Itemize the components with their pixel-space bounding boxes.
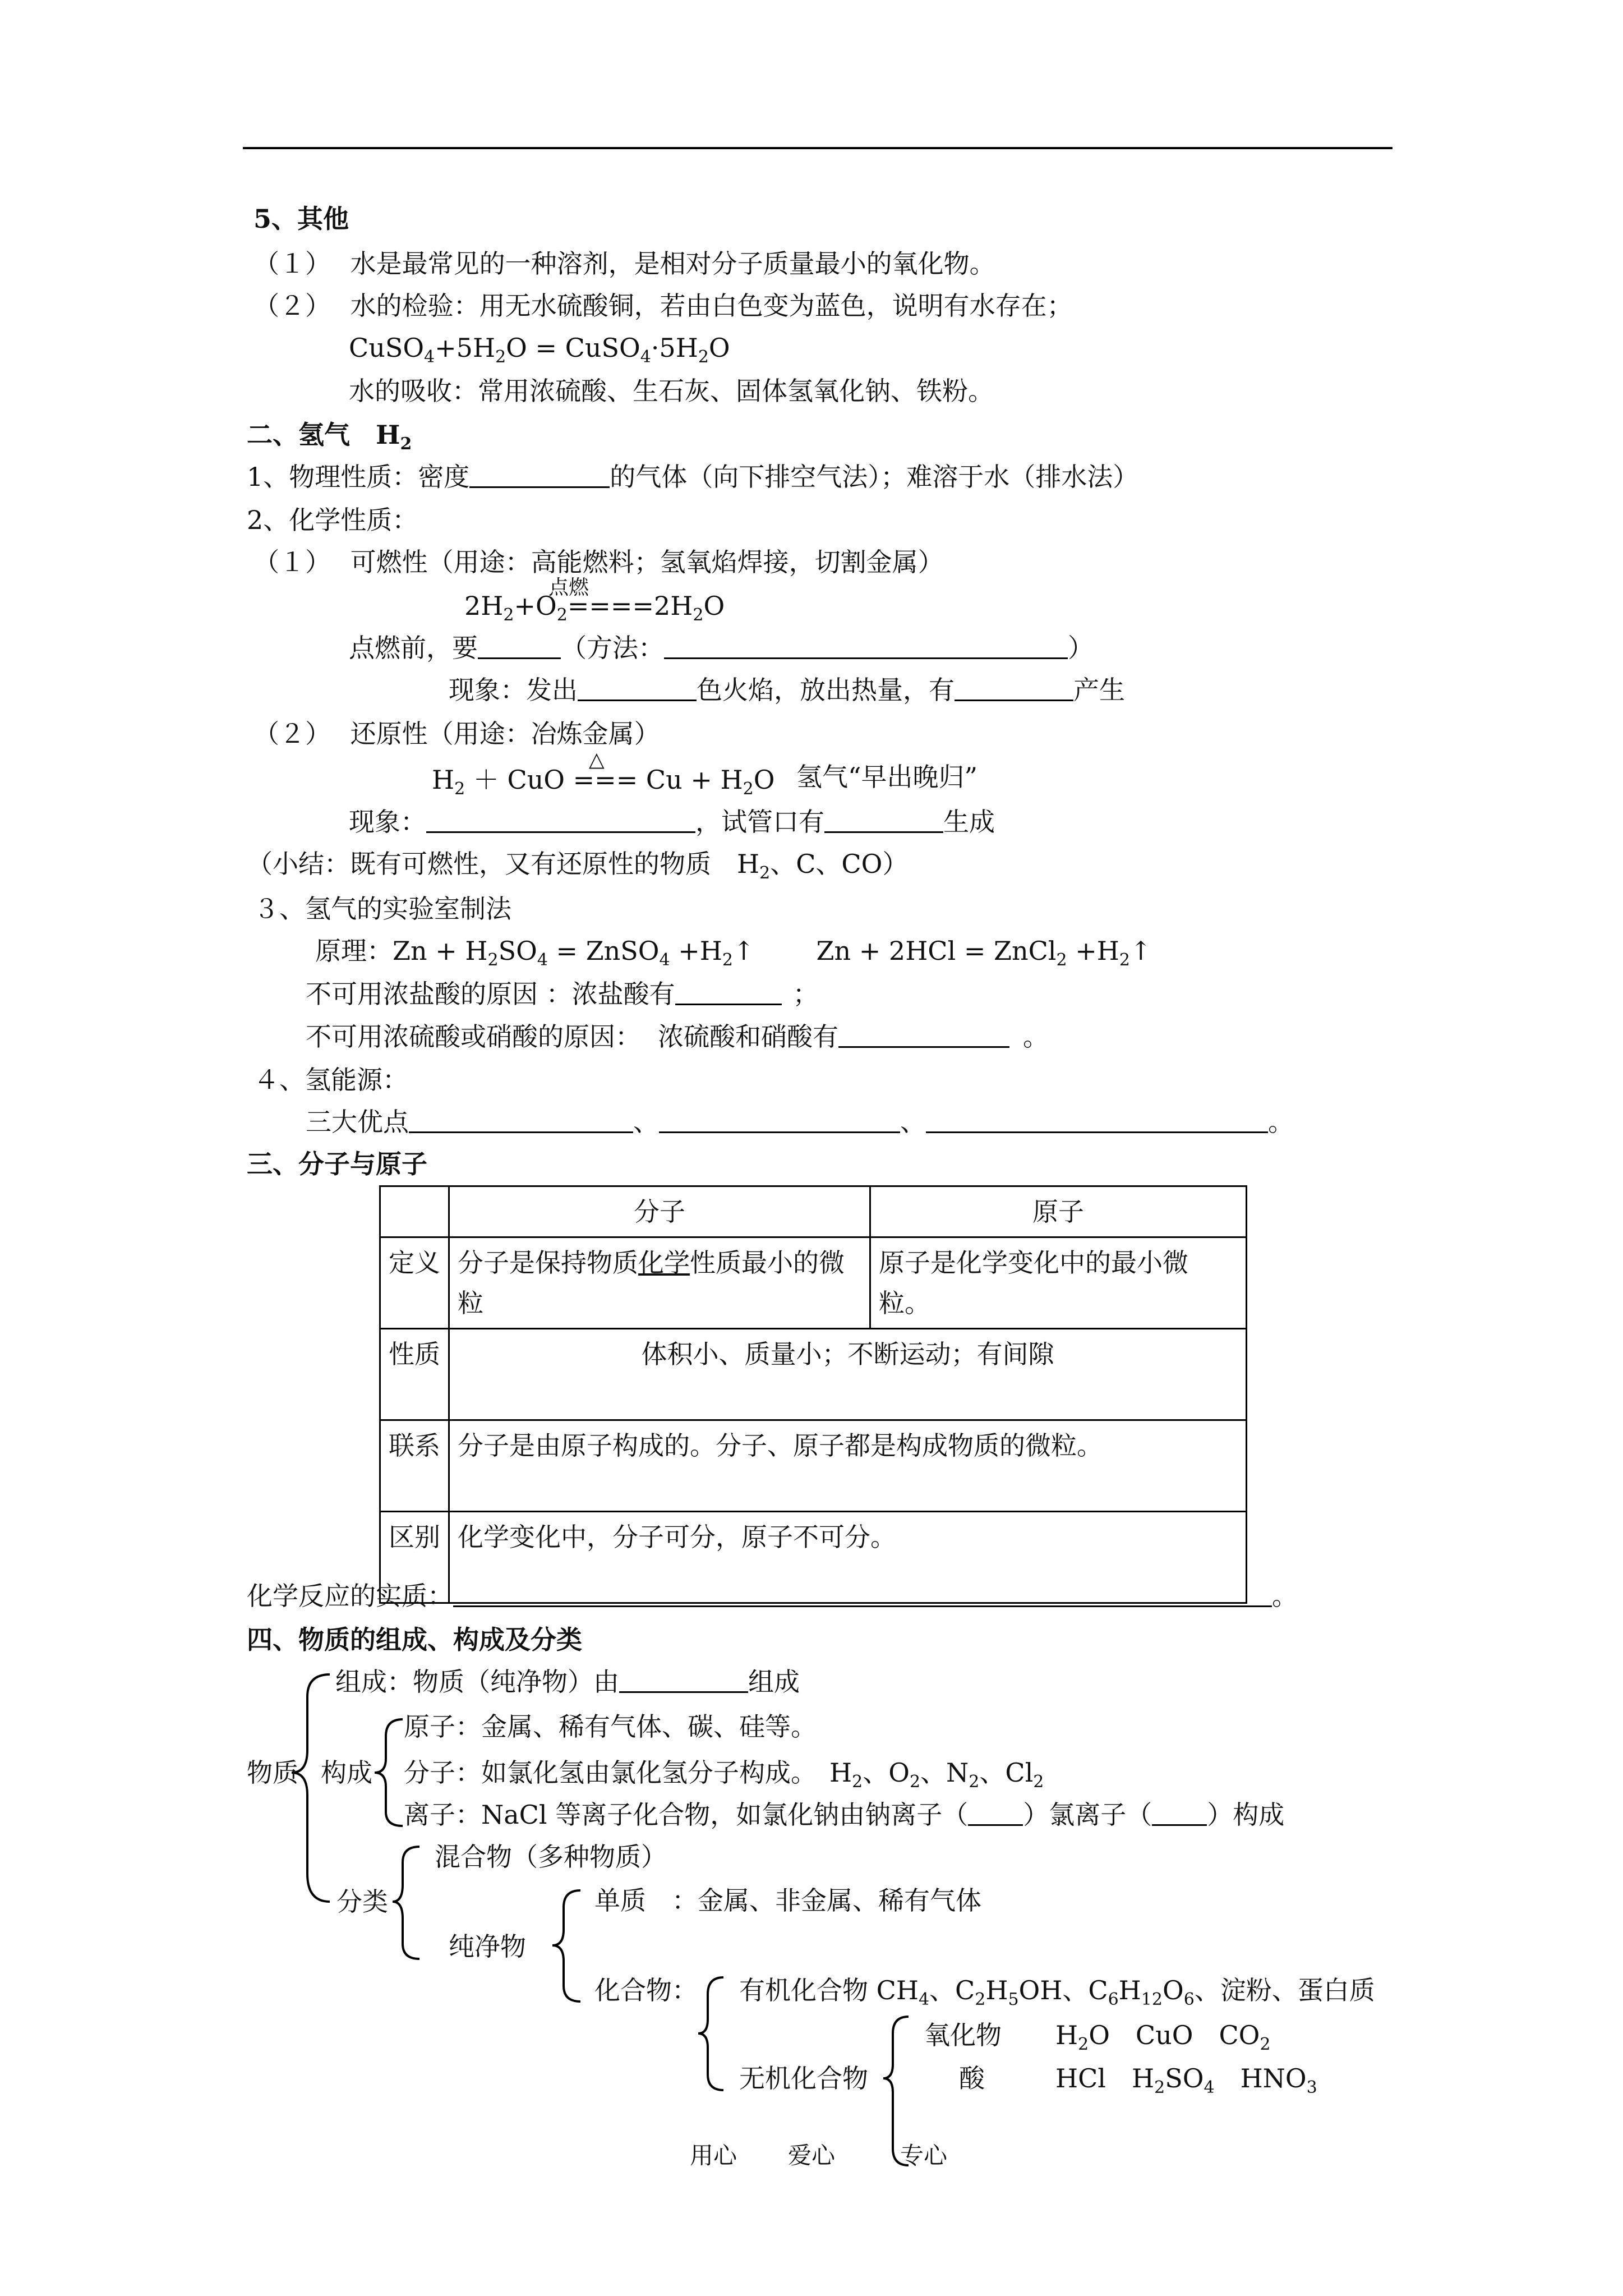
text: （方法： (561, 633, 664, 663)
h2-chem-title: 2、化学性质： (247, 505, 418, 535)
item-text: 还原性（用途：冶炼金属） (350, 719, 660, 749)
ion-structure (404, 1798, 1284, 1832)
classify-label: 分类 (336, 1887, 388, 1917)
equation-reduce: $H_2$ ＋ CuO === $Cu + H_2O$ (432, 765, 775, 799)
condition-heat: △ (589, 748, 605, 771)
molecule-structure: 分子：如氯化氢由氯化氢分子构成。 $H_2$、$O_2$、$N_2$、$Cl_2$ (404, 1757, 1044, 1792)
text: 原理： (315, 936, 393, 966)
water-absorb: 水的吸收：常用浓硫酸、生石灰、固体氢氧化钠、铁粉。 (349, 376, 994, 406)
atom-structure: 原子：金属、稀有气体、碳、硅等。 (404, 1711, 817, 1742)
footer-word-2: 爱心 (788, 2142, 836, 2169)
lab-title: ３、氢气的实验室制法 (253, 894, 511, 924)
text: 现象：发出 (449, 675, 578, 705)
text: ） (1068, 633, 1094, 663)
text: ，试管口有 (695, 807, 824, 837)
blank (619, 1665, 748, 1693)
equation-burn: $2H_2+O_2====2H_2O$ (464, 591, 725, 625)
item-number: （２） (253, 719, 331, 749)
inorganic-compound: 无机化合物 (739, 2063, 868, 2093)
relation-text: 分子是由原子构成的。分子、原子都是构成物质的微粒。 (449, 1420, 1247, 1512)
header-atom: 原子 (870, 1186, 1247, 1237)
row-label-difference: 区别 (380, 1512, 449, 1603)
separator: 、 (633, 1107, 659, 1137)
item-number: （１） (253, 547, 331, 577)
text: ）氯离子（ (1023, 1800, 1152, 1830)
equation-cuso4: $CuSO_4+5H_2O$ = $CuSO_4\cdot 5H_2O$ (349, 333, 730, 367)
summary: （小结：既有可燃性，又有还原性的物质 $H_2$、C、CO） (247, 849, 909, 883)
footer-word-1: 用心 (690, 2142, 737, 2169)
text: 分子是保持物质 (458, 1248, 638, 1278)
text: 1、物理性质：密度 (247, 462, 470, 492)
item-text: 可燃性（用途：高能燃料；氢氧焰焊接，切割金属） (350, 547, 944, 577)
acid-label: 酸 (959, 2063, 985, 2093)
separator: 、 (900, 1107, 926, 1137)
text: 性质最小的微粒 (458, 1248, 845, 1318)
footer-word-3: 专心 (900, 2142, 948, 2169)
text: ）构成 (1207, 1800, 1285, 1830)
text: 离子：NaCl 等离子化合物，如氯化钠由钠离子（ (404, 1800, 969, 1830)
row-label-definition: 定义 (380, 1237, 449, 1329)
property-text: 体积小、质量小；不断运动；有间隙 (449, 1329, 1247, 1420)
text: 的气体（向下排空气法）；难溶于水（排水法） (610, 462, 1139, 492)
acid-examples: HCl $H_2SO_4$ $HNO_3$ (1055, 2063, 1317, 2097)
section-molecule-title: 三、分子与原子 (247, 1149, 427, 1179)
text: 浓硫酸和硝酸有 (658, 1022, 838, 1052)
difference-text: 化学变化中，分子可分，原子不可分。 (449, 1512, 1247, 1603)
pure-substance: 纯净物 (449, 1931, 526, 1962)
element-substance: 单质 ：金属、非金属、稀有气体 (594, 1885, 981, 1916)
oxide-examples: $H_2O$ CuO $CO_2$ (1055, 2020, 1271, 2054)
text: 。 (1272, 1581, 1298, 1611)
underlined-text: 化学 (638, 1248, 690, 1278)
mixture: 混合物（多种物质） (435, 1842, 667, 1872)
text: 化学反应的实质： (247, 1581, 453, 1611)
structure-label: 构成 (321, 1757, 372, 1788)
principle: 原理：$Zn + H_2SO_4$ = ZnSO$_4$ $+H_2↑$ Zn + 2HCl = ZnCl$_2$ $+H_2↑$ (315, 936, 1152, 970)
energy-title: ４、氢能源： (253, 1065, 408, 1095)
text: 不可用浓盐酸的原因 ：浓盐酸有 (306, 979, 675, 1009)
oxide-label: 氧化物 (924, 2020, 1002, 2050)
definition-atom: 原子是化学变化中的最小微粒。 (870, 1237, 1247, 1329)
blank (1152, 1798, 1207, 1826)
text: 。 (1268, 1107, 1294, 1137)
composition (335, 1665, 800, 1699)
row-label-property: 性质 (380, 1329, 449, 1420)
item-number: （１） (253, 249, 331, 279)
section-matter-title: 四、物质的组成、构成及分类 (247, 1625, 582, 1655)
text: 产生 (1073, 675, 1125, 705)
text: 点燃前，要 (349, 633, 478, 663)
condition-ignite: 点燃 (548, 576, 589, 599)
item-text: 水的检验：用无水硫酸铜，若由白色变为蓝色，说明有水存在； (350, 291, 1073, 321)
header-molecule: 分子 (449, 1186, 870, 1237)
text: 组成 (748, 1667, 800, 1697)
section-5-title: 5、其他 (253, 204, 349, 234)
early-late: 氢气“早出晚归” (796, 762, 978, 792)
text: 色火焰，放出热量，有 (697, 675, 955, 705)
blank (968, 1798, 1023, 1826)
text: 生成 (943, 807, 995, 837)
text: 现象： (349, 807, 426, 837)
text: ； (792, 979, 819, 1009)
item-text: 水是最常见的一种溶剂，是相对分子质量最小的氧化物。 (350, 249, 995, 279)
text: 不可用浓硫酸或硝酸的原因： (306, 1022, 641, 1052)
compound-label: 化合物： (594, 1975, 698, 2005)
text: 组成：物质（纯净物）由 (335, 1667, 619, 1697)
organic-compound: 有机化合物 $CH_4$、$C_2H_5OH$、$C_6H_{12}O_6$、淀粉、蛋白质 (739, 1975, 1375, 2009)
text: 三大优点 (306, 1107, 409, 1137)
item-number: （２） (253, 291, 331, 321)
matter-root: 物质 (247, 1757, 298, 1788)
section-h2-title: 二、氢气 $H_2$ (247, 420, 412, 454)
text: 。 (1023, 1022, 1049, 1052)
row-label-relation: 联系 (380, 1420, 449, 1512)
